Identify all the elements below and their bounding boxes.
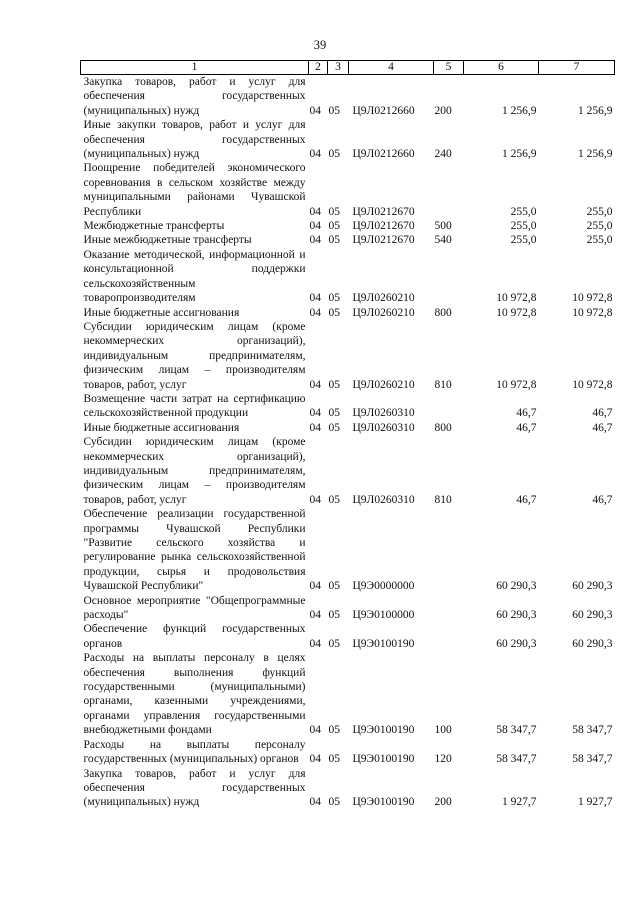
cell-name: Обеспечение функций государственных органов bbox=[83, 623, 306, 650]
cell-razdel: 04 bbox=[309, 220, 321, 233]
cell-amount-col7: 10 972,8 bbox=[572, 292, 613, 305]
cell-amount-col6: 60 290,3 bbox=[496, 609, 537, 622]
cell-podrazdel: 05 bbox=[328, 234, 340, 247]
cell-amount-col7: 46,7 bbox=[592, 493, 613, 506]
cell-amount-col7: 255,0 bbox=[586, 205, 613, 218]
cell-razdel: 04 bbox=[309, 637, 321, 650]
cell-expense-type bbox=[434, 622, 464, 651]
table-row bbox=[81, 622, 615, 651]
cell-amount-col6: 46,7 bbox=[516, 493, 537, 506]
cell-amount-col6: 255,0 bbox=[510, 220, 537, 233]
cell-amount-col7: 46,7 bbox=[592, 407, 613, 420]
page-number: 39 bbox=[313, 38, 327, 52]
cell-name: Закупка товаров, работ и услуг для обеспечения государственных (муниципальных) нужд bbox=[83, 767, 306, 809]
cell-name: Иные бюджетные ассигнования bbox=[83, 421, 240, 434]
cell-podrazdel: 05 bbox=[328, 493, 340, 506]
cell-amount-col7: 10 972,8 bbox=[572, 378, 613, 391]
cell-razdel: 04 bbox=[309, 493, 321, 506]
cell-expense-type: 500 bbox=[434, 220, 452, 233]
table-row bbox=[81, 248, 615, 306]
cell-razdel: 04 bbox=[309, 292, 321, 305]
cell-target-article: Ц9Л0260210 bbox=[352, 292, 415, 305]
cell-podrazdel: 05 bbox=[328, 637, 340, 650]
cell-amount-col6: 1 256,9 bbox=[502, 148, 537, 161]
cell-razdel: 04 bbox=[309, 104, 321, 117]
header-col-4: 4 bbox=[349, 61, 434, 75]
cell-target-article: Ц9Л0260310 bbox=[352, 421, 415, 434]
cell-podrazdel: 05 bbox=[328, 609, 340, 622]
cell-expense-type: 240 bbox=[434, 148, 452, 161]
cell-name: Закупка товаров, работ и услуг для обеспечения государственных (муниципальных) нужд bbox=[83, 76, 306, 117]
cell-expense-type: 200 bbox=[434, 796, 452, 809]
cell-podrazdel: 05 bbox=[328, 421, 340, 434]
cell-target-article: Ц9Л0260310 bbox=[352, 493, 415, 506]
cell-razdel: 04 bbox=[309, 796, 321, 809]
cell-expense-type bbox=[434, 248, 464, 306]
cell-target-article: Ц9Л0212670 bbox=[352, 205, 415, 218]
table-row bbox=[81, 118, 615, 161]
table-row bbox=[81, 594, 615, 623]
cell-expense-type bbox=[434, 161, 464, 219]
cell-target-article: Ц9Э0100190 bbox=[352, 637, 415, 650]
cell-name: Иные бюджетные ассигнования bbox=[83, 306, 240, 319]
cell-amount-col6: 255,0 bbox=[510, 205, 537, 218]
cell-target-article: Ц9Л0212670 bbox=[352, 220, 415, 233]
cell-name: Поощрение победителей экономического соревнования в сельском хозяйстве между муниципальными районами Чувашской Республики bbox=[83, 162, 306, 218]
cell-podrazdel: 05 bbox=[328, 292, 340, 305]
cell-expense-type: 200 bbox=[434, 104, 452, 117]
cell-name: Иные межбюджетные трансферты bbox=[83, 234, 252, 247]
cell-expense-type bbox=[434, 392, 464, 421]
cell-expense-type bbox=[434, 507, 464, 593]
cell-target-article: Ц9Э0100190 bbox=[352, 724, 415, 737]
table-header-row bbox=[81, 61, 615, 75]
cell-target-article: Ц9Л0260210 bbox=[352, 306, 415, 319]
cell-amount-col6: 60 290,3 bbox=[496, 580, 537, 593]
cell-amount-col7: 58 347,7 bbox=[572, 724, 613, 737]
table-row bbox=[81, 233, 615, 247]
cell-name: Расходы на выплаты персоналу в целях обеспечения выполнения функций государственными (муниципальными) органами, казенными учреждениями, органами управления государственными внебюджетными фондами bbox=[83, 652, 306, 737]
table-row bbox=[81, 392, 615, 421]
cell-amount-col6: 10 972,8 bbox=[496, 306, 537, 319]
table-row bbox=[81, 306, 615, 320]
cell-podrazdel: 05 bbox=[328, 407, 340, 420]
cell-razdel: 04 bbox=[309, 609, 321, 622]
cell-amount-col7: 46,7 bbox=[592, 421, 613, 434]
cell-amount-col6: 60 290,3 bbox=[496, 637, 537, 650]
cell-razdel: 04 bbox=[309, 205, 321, 218]
cell-podrazdel: 05 bbox=[328, 796, 340, 809]
cell-expense-type: 810 bbox=[434, 493, 452, 506]
cell-amount-col7: 1 256,9 bbox=[578, 104, 613, 117]
cell-target-article: Ц9Л0212660 bbox=[352, 148, 415, 161]
cell-target-article: Ц9Э0000000 bbox=[352, 580, 415, 593]
cell-razdel: 04 bbox=[309, 148, 321, 161]
cell-name: Межбюджетные трансферты bbox=[83, 220, 225, 233]
cell-name: Субсидии юридическим лицам (кроме некоммерческих организаций), индивидуальным предпринимателям, физическим лицам – производителям товаров, работ, услуг bbox=[83, 320, 306, 391]
cell-amount-col6: 1 927,7 bbox=[502, 796, 537, 809]
cell-amount-col7: 60 290,3 bbox=[572, 609, 613, 622]
cell-podrazdel: 05 bbox=[328, 753, 340, 766]
cell-amount-col7: 10 972,8 bbox=[572, 306, 613, 319]
table-row bbox=[81, 421, 615, 435]
cell-target-article: Ц9Э0100190 bbox=[352, 796, 415, 809]
cell-podrazdel: 05 bbox=[328, 148, 340, 161]
cell-amount-col6: 46,7 bbox=[516, 421, 537, 434]
cell-target-article: Ц9Л0212670 bbox=[352, 234, 415, 247]
cell-expense-type bbox=[434, 594, 464, 623]
header-col-6: 6 bbox=[464, 61, 539, 75]
cell-amount-col6: 58 347,7 bbox=[496, 724, 537, 737]
cell-expense-type: 810 bbox=[434, 378, 452, 391]
cell-razdel: 04 bbox=[309, 378, 321, 391]
cell-amount-col6: 46,7 bbox=[516, 407, 537, 420]
cell-amount-col6: 255,0 bbox=[510, 234, 537, 247]
cell-amount-col6: 1 256,9 bbox=[502, 104, 537, 117]
cell-amount-col6: 10 972,8 bbox=[496, 378, 537, 391]
cell-razdel: 04 bbox=[309, 724, 321, 737]
table-row bbox=[81, 651, 615, 737]
cell-podrazdel: 05 bbox=[328, 205, 340, 218]
cell-expense-type: 800 bbox=[434, 306, 452, 319]
header-col-5: 5 bbox=[434, 61, 464, 75]
cell-name: Оказание методической, информационной и консультационной поддержки сельскохозяйственным товаропроизводителям bbox=[83, 248, 306, 305]
cell-podrazdel: 05 bbox=[328, 724, 340, 737]
cell-amount-col6: 58 347,7 bbox=[496, 753, 537, 766]
cell-razdel: 04 bbox=[309, 407, 321, 420]
table-row bbox=[81, 767, 615, 810]
header-col-3: 3 bbox=[328, 61, 349, 75]
cell-razdel: 04 bbox=[309, 580, 321, 593]
cell-expense-type: 540 bbox=[434, 234, 452, 247]
header-col-1: 1 bbox=[81, 61, 309, 75]
cell-amount-col7: 60 290,3 bbox=[572, 637, 613, 650]
cell-amount-col7: 255,0 bbox=[586, 234, 613, 247]
cell-amount-col7: 1 256,9 bbox=[578, 148, 613, 161]
cell-name: Иные закупки товаров, работ и услуг для обеспечения государственных (муниципальных) нужд bbox=[83, 119, 306, 161]
cell-amount-col7: 58 347,7 bbox=[572, 753, 613, 766]
cell-amount-col7: 255,0 bbox=[586, 220, 613, 233]
cell-target-article: Ц9Л0212660 bbox=[352, 104, 415, 117]
table-row bbox=[81, 435, 615, 507]
table-row bbox=[81, 219, 615, 233]
cell-podrazdel: 05 bbox=[328, 220, 340, 233]
cell-amount-col6: 10 972,8 bbox=[496, 292, 537, 305]
cell-amount-col7: 1 927,7 bbox=[578, 796, 613, 809]
cell-expense-type: 120 bbox=[434, 753, 452, 766]
table-row bbox=[81, 161, 615, 219]
cell-razdel: 04 bbox=[309, 753, 321, 766]
table-row bbox=[81, 738, 615, 767]
cell-name: Возмещение части затрат на сертификацию сельскохозяйственной продукции bbox=[83, 392, 306, 420]
cell-target-article: Ц9Э0100190 bbox=[352, 753, 415, 766]
cell-name: Основное мероприятие "Общепрограммные расходы" bbox=[83, 594, 306, 622]
cell-razdel: 04 bbox=[309, 421, 321, 434]
cell-podrazdel: 05 bbox=[328, 306, 340, 319]
cell-target-article: Ц9Л0260310 bbox=[352, 407, 415, 420]
cell-name: Расходы на выплаты персоналу государственных (муниципальных) органов bbox=[83, 738, 306, 766]
table-row bbox=[81, 507, 615, 593]
table-row bbox=[81, 75, 615, 119]
cell-target-article: Ц9Э0100000 bbox=[352, 609, 415, 622]
cell-razdel: 04 bbox=[309, 306, 321, 319]
cell-podrazdel: 05 bbox=[328, 580, 340, 593]
cell-amount-col7: 60 290,3 bbox=[572, 580, 613, 593]
cell-podrazdel: 05 bbox=[328, 104, 340, 117]
header-col-2: 2 bbox=[309, 61, 328, 75]
cell-target-article: Ц9Л0260210 bbox=[352, 378, 415, 391]
cell-podrazdel: 05 bbox=[328, 378, 340, 391]
budget-table bbox=[80, 60, 615, 810]
table-row bbox=[81, 320, 615, 392]
cell-expense-type: 800 bbox=[434, 421, 452, 434]
cell-expense-type: 100 bbox=[434, 724, 452, 737]
header-col-7: 7 bbox=[539, 61, 615, 75]
table-body bbox=[81, 75, 615, 810]
cell-name: Обеспечение реализации государственной программы Чувашской Республики "Развитие сельского хозяйства и регулирование рынка сельскохозяйственной продукции, сырья и продовольствия Чувашской Республики" bbox=[83, 508, 306, 593]
cell-razdel: 04 bbox=[309, 234, 321, 247]
cell-name: Субсидии юридическим лицам (кроме некоммерческих организаций), индивидуальным предпринимателям, физическим лицам – производителям товаров, работ, услуг bbox=[83, 436, 306, 506]
